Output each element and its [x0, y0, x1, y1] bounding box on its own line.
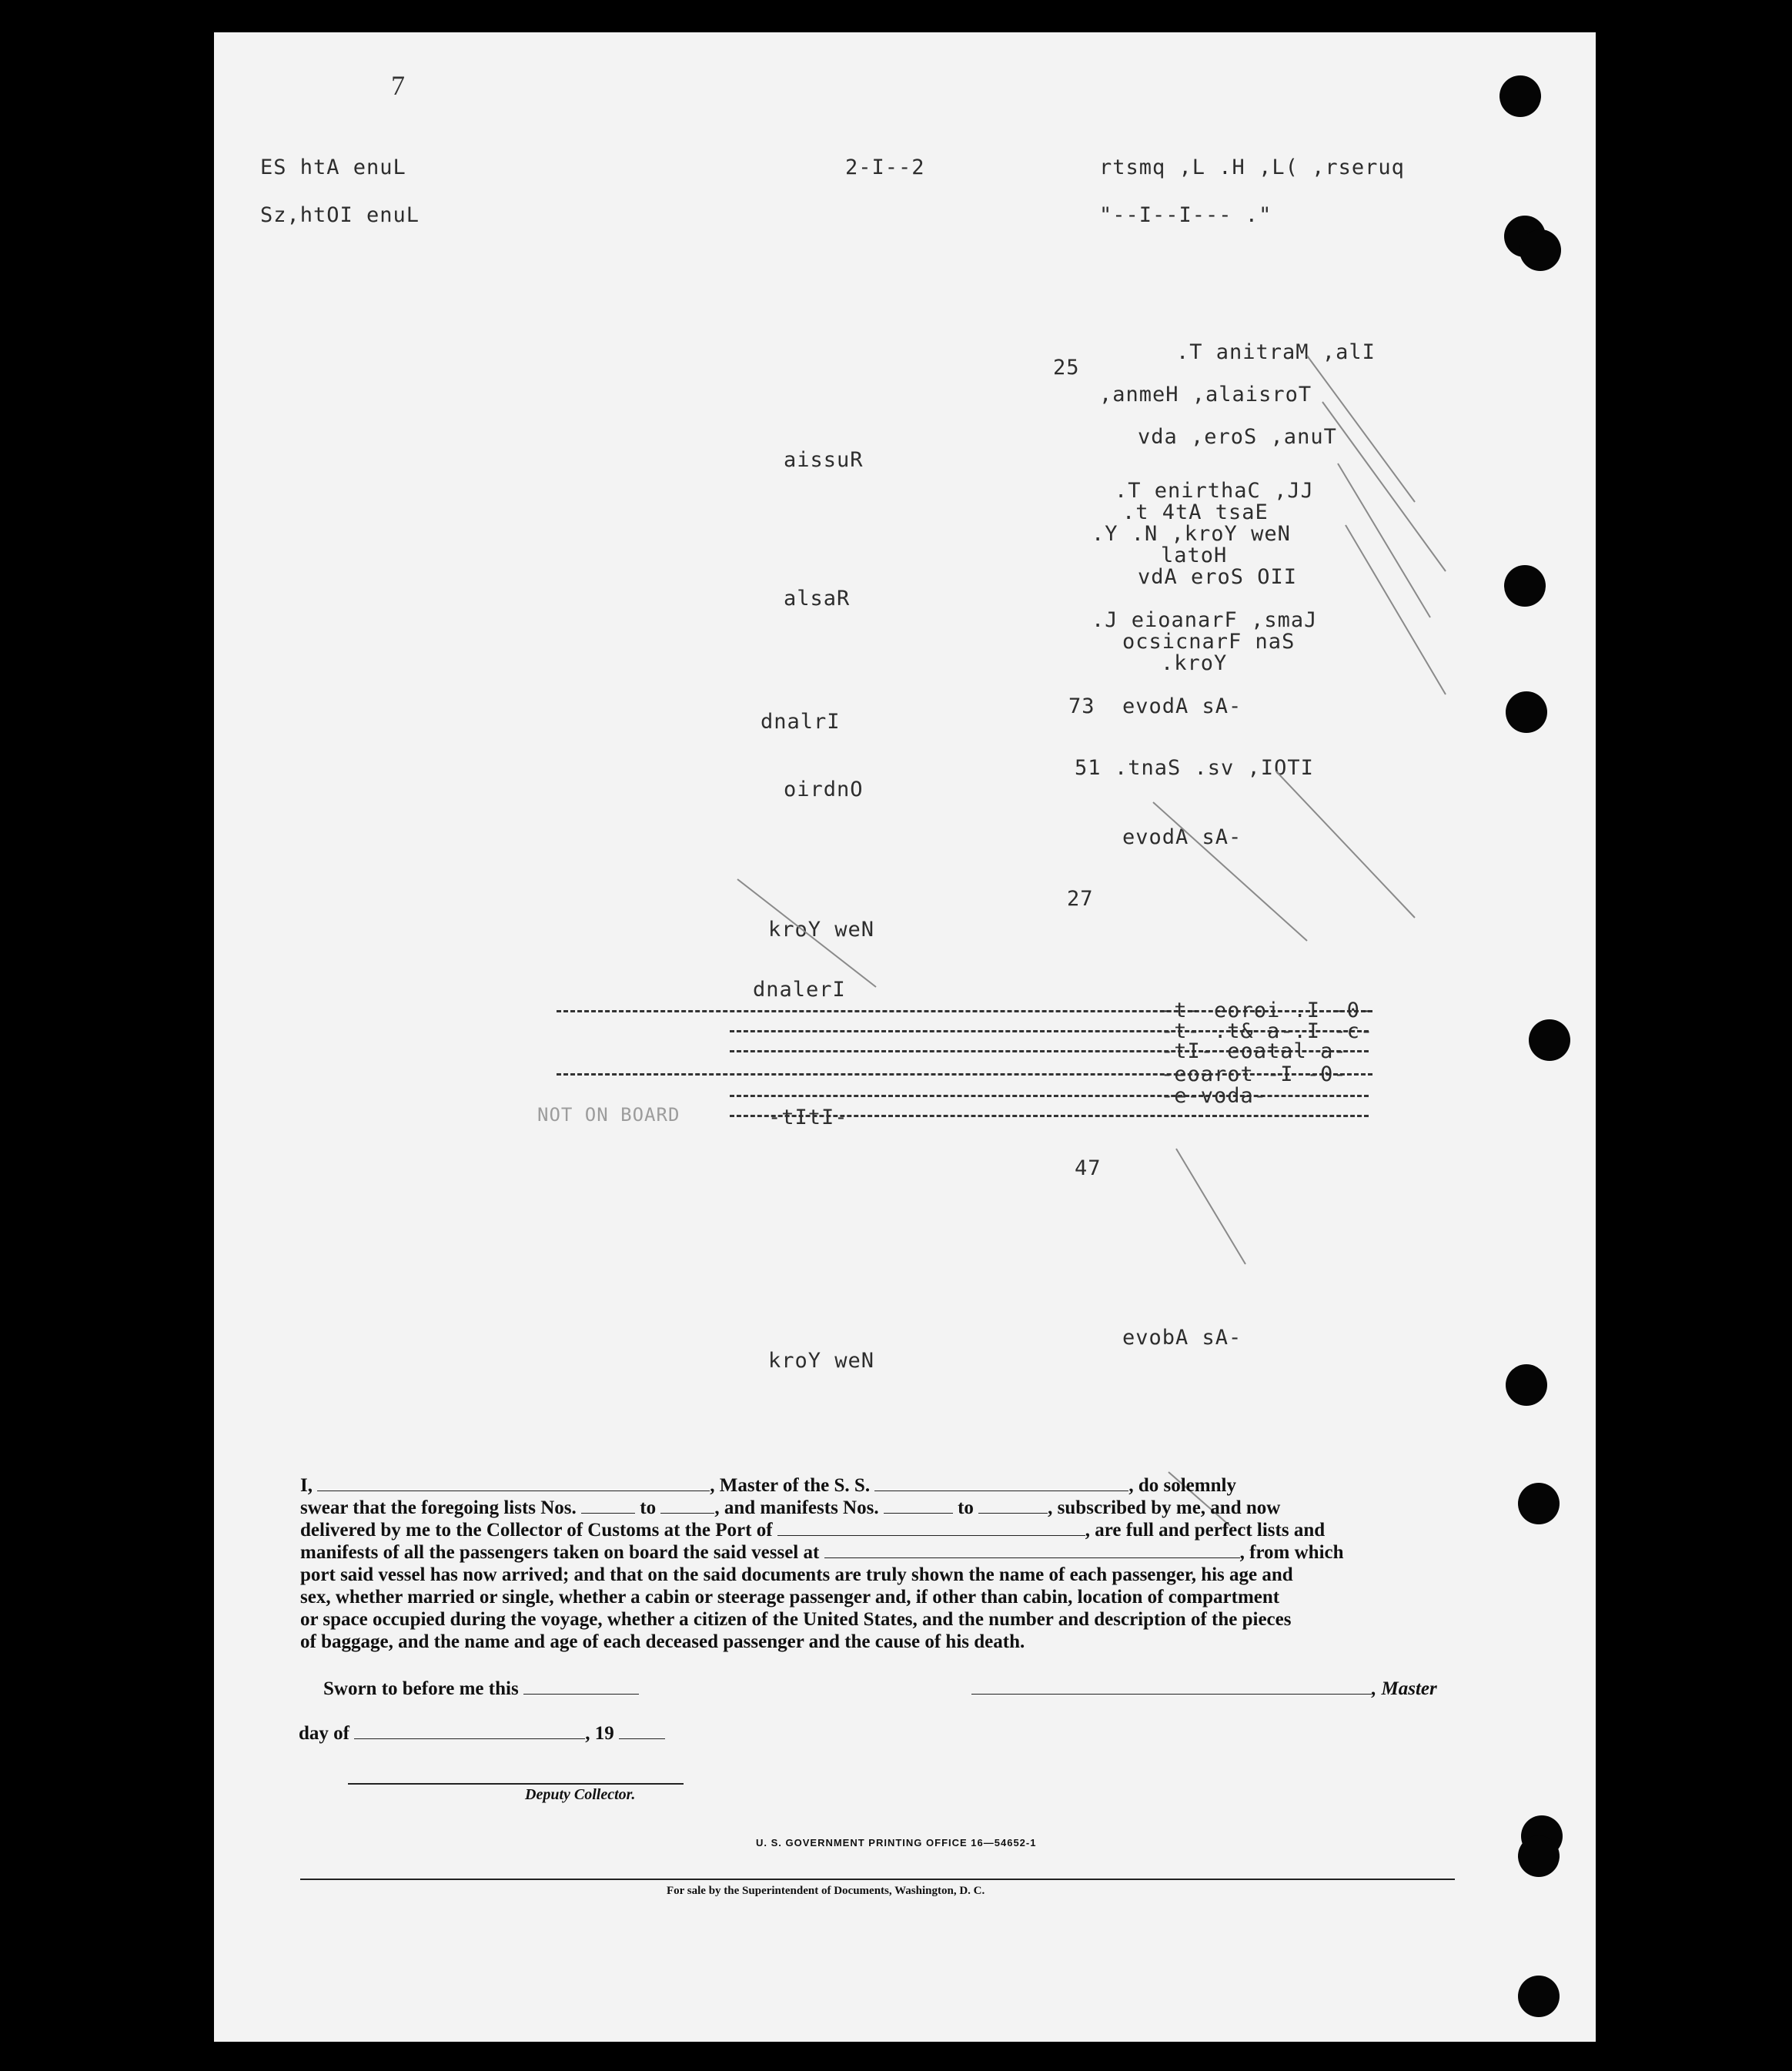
master-signature-field[interactable] — [971, 1680, 1372, 1695]
showthrough-header-line: 2-I--2 — [845, 156, 925, 179]
showthrough-row: .kroY — [1161, 651, 1228, 675]
vessel-at-label: manifests of all the passengers taken on board the said vessel at — [300, 1542, 820, 1563]
printing-office-imprint: U. S. GOVERNMENT PRINTING OFFICE 16—54652-1 — [756, 1837, 1037, 1849]
master-of-ss-label: , Master of the S. S. — [710, 1475, 871, 1496]
oath-line-7: or space occupied during the voyage, whether a citizen of the United States, and the number and description of the pieces — [300, 1609, 1292, 1630]
to-label: to — [958, 1497, 974, 1518]
showthrough-header-line: ES htA enuL — [260, 156, 406, 179]
master-label: , Master — [1372, 1678, 1437, 1699]
year-label: , 19 — [585, 1723, 614, 1744]
year-field[interactable] — [619, 1725, 665, 1739]
showthrough-row: .J eioanarF ,smaJ — [1092, 608, 1318, 632]
vessel-name-field[interactable] — [874, 1477, 1128, 1491]
do-solemnly-label: , do solemnly — [1128, 1475, 1236, 1496]
crossed-entry: -tI- eoatal a- — [1161, 1039, 1347, 1063]
showthrough-age: 51 — [1075, 756, 1102, 780]
showthrough-row: .t 4tA tsaE — [1122, 500, 1269, 524]
day-of-label: day of — [299, 1723, 349, 1744]
master-name-field[interactable] — [317, 1477, 710, 1491]
for-sale-notice: For sale by the Superintendent of Documents, Washington, D. C. — [667, 1885, 985, 1897]
showthrough-row: latoH — [1161, 544, 1228, 567]
showthrough-row: .T enirthaC ,JJ — [1115, 479, 1314, 503]
oath-line-8: of baggage, and the name and age of each deceased passenger and the cause of his death. — [300, 1631, 1025, 1652]
oath-line-4 — [300, 1541, 1455, 1564]
to-label: to — [640, 1497, 657, 1518]
showthrough-row: dnalrI — [761, 710, 841, 734]
month-field[interactable] — [354, 1725, 585, 1739]
showthrough-row: kroY weN — [768, 1349, 875, 1373]
oath-line-1 — [300, 1474, 1455, 1497]
showthrough-row: alsaR — [784, 587, 851, 611]
crossed-entry: -t- .t& a-.I -c- — [1161, 1019, 1374, 1043]
showthrough-header-line: "--I--I--- ." — [1099, 203, 1272, 227]
departure-port-field[interactable] — [824, 1544, 1240, 1558]
manifest-to-field[interactable] — [978, 1499, 1048, 1514]
not-on-board-mark: NOT ON BOARD — [537, 1104, 680, 1126]
lists-label: swear that the foregoing lists Nos. — [300, 1497, 577, 1518]
port-field[interactable] — [777, 1521, 1085, 1536]
full-lists-label: , are full and perfect lists and — [1085, 1520, 1326, 1541]
showthrough-row: .Y .N ,kroY weN — [1092, 522, 1291, 546]
showthrough-row: ,anmeH ,alaisroT — [1099, 383, 1312, 407]
showthrough-row: vda ,eroS ,anuT — [1138, 425, 1337, 449]
sworn-line — [323, 1678, 639, 1700]
subscribed-label: , subscribed by me, and now — [1048, 1497, 1281, 1518]
crossed-entry: -t- eoroi .I -0- — [1161, 999, 1374, 1022]
footer-rule — [300, 1879, 1455, 1880]
oath-line-5: port said vessel has now arrived; and that on the said documents are truly shown the name of each passenger, his age and — [300, 1564, 1293, 1585]
crossed-entry: -e-voda- — [1161, 1084, 1268, 1108]
master-signature-line — [971, 1678, 1437, 1700]
manifests-label: , and manifests Nos. — [714, 1497, 879, 1518]
from-which-label: , from which — [1239, 1542, 1344, 1563]
showthrough-row: vdA eroS OII — [1138, 565, 1298, 589]
deputy-collector-label: Deputy Collector. — [525, 1786, 636, 1803]
showthrough-row: ocsicnarF naS — [1122, 630, 1296, 654]
showthrough-row: evobA sA- — [1122, 1326, 1242, 1350]
oath-line-6: sex, whether married or single, whether a cabin or steerage passenger and, if other than cabin, location of compartment — [300, 1587, 1280, 1608]
showthrough-row: evodA sA- — [1122, 694, 1242, 718]
sworn-label: Sworn to before me this — [323, 1678, 519, 1699]
showthrough-age: 25 — [1053, 356, 1080, 380]
page-number: 7 — [391, 70, 405, 101]
showthrough-row: aissuR — [784, 448, 864, 472]
list-to-field[interactable] — [660, 1499, 714, 1514]
oath-line-2 — [300, 1497, 1455, 1519]
showthrough-age: 47 — [1075, 1156, 1102, 1180]
showthrough-row: dnalerI — [753, 978, 846, 1002]
showthrough-age: 27 — [1067, 887, 1094, 911]
showthrough-row: evodA sA- — [1122, 825, 1242, 849]
oath-line-3 — [300, 1519, 1455, 1541]
sworn-day-field[interactable] — [523, 1680, 639, 1695]
manifest-from-field[interactable] — [884, 1499, 953, 1514]
showthrough-header-line: Sz,htOI enuL — [260, 203, 420, 227]
port-label: delivered by me to the Collector of Customs at the Port of — [300, 1520, 773, 1541]
oath-i: I, — [300, 1475, 313, 1496]
showthrough-row: .T anitraM ,alI — [1176, 340, 1376, 364]
list-from-field[interactable] — [581, 1499, 635, 1514]
showthrough-row: oirdnO — [784, 778, 864, 801]
deputy-signature-rule — [348, 1783, 684, 1785]
showthrough-row: .tnaS .sv ,IOTI — [1115, 756, 1314, 780]
crossed-entry: -eoarot -I -0- — [1161, 1062, 1347, 1086]
day-of-line — [299, 1723, 665, 1745]
crossed-entry: -tItI- — [768, 1106, 848, 1129]
showthrough-header-line: rtsmq ,L .H ,L( ,rseruq — [1099, 156, 1405, 179]
showthrough-age: 73 — [1068, 694, 1095, 718]
oath-text — [300, 1474, 1455, 1653]
showthrough-row: kroY weN — [768, 918, 875, 942]
